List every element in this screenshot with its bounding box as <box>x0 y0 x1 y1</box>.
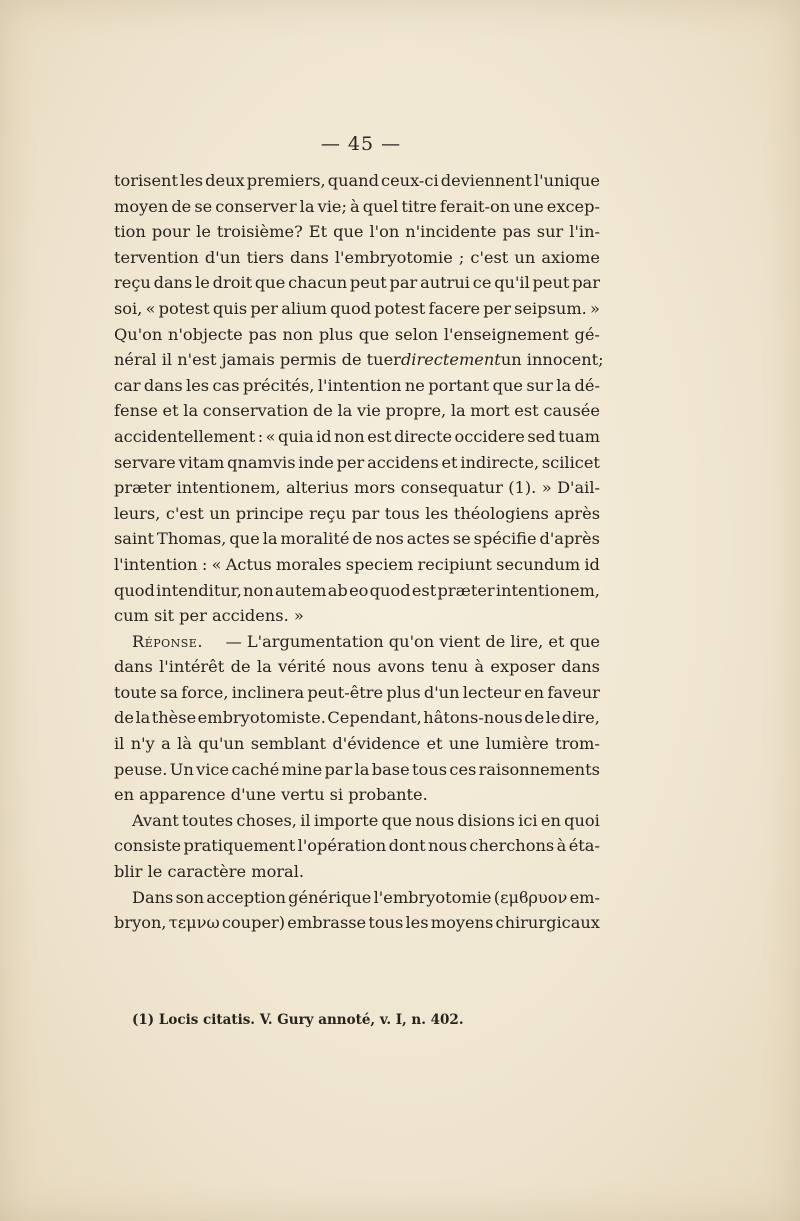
text-line <box>114 526 600 552</box>
text-line <box>114 808 600 834</box>
line-text: l'intention : « Actus morales speciem recipiunt secundum id <box>114 554 600 574</box>
text-line <box>114 475 600 501</box>
text-line <box>114 782 600 808</box>
text-line <box>114 629 600 655</box>
line-text: toute sa force, inclinera peut-être plus d'un lecteur en faveur <box>114 682 600 702</box>
text-line <box>114 757 600 783</box>
text-line <box>114 705 600 731</box>
line-text: — L'argumentation qu'on vient de lire, et que <box>225 631 600 651</box>
line-text: Avant toutes choses, il importe que nous disions ici en quoi <box>132 810 600 830</box>
line-text: blir le caractère moral. <box>114 862 305 882</box>
line-text: saint Thomas, que la moralité de nos actes se spécifie d'après <box>114 529 600 549</box>
text-line <box>114 424 600 450</box>
reponse-label: Réponse. <box>132 631 203 651</box>
line-text: soi, « potest quis per alium quod potest facere per seipsum. » <box>114 298 600 318</box>
line-text: reçu dans le droit que chacun peut par autrui ce qu'il peut par <box>114 273 600 293</box>
line-text: moyen de se conserver la vie; à quel titre ferait-on une excep- <box>114 196 600 216</box>
text-line <box>114 501 600 527</box>
line-text: leurs, c'est un principe reçu par tous les théologiens après <box>114 503 600 523</box>
text-line <box>114 731 600 757</box>
line-text: consiste pratiquement l'opération dont nous cherchons à éta- <box>114 836 600 856</box>
text-line <box>114 552 600 578</box>
footnote: (1) Locis citatis. V. Gury annoté, v. I, n. 402. <box>132 1012 464 1028</box>
line-text: de la thèse embryotomiste. Cependant, hâtons-nous de le dire, <box>114 708 600 728</box>
text-line <box>114 603 600 629</box>
line-text: tervention d'un tiers dans l'embryotomie ; c'est un axiome <box>114 247 600 267</box>
text-line <box>114 578 600 604</box>
line-text: il n'y a là qu'un semblant d'évidence et une lumière trom- <box>114 734 600 754</box>
line-text: néral il n'est jamais permis de tuer <box>114 350 401 370</box>
text-line <box>114 270 600 296</box>
text-line <box>114 885 600 911</box>
text-line <box>114 654 600 680</box>
text-line <box>114 833 600 859</box>
line-text: peuse. Un vice caché mine par la base tous ces raisonnements <box>114 759 600 779</box>
line-text: car dans les cas précités, l'intention ne portant que sur la dé- <box>114 375 600 395</box>
text-line <box>114 296 600 322</box>
text-line <box>114 194 600 220</box>
line-text-tail: un innocent; <box>500 350 604 370</box>
line-text: servare vitam qnamvis inde per accidens et indirecte, scilicet <box>114 452 600 472</box>
line-text: cum sit per accidens. » <box>114 606 304 626</box>
text-line <box>114 680 600 706</box>
line-text: torisent les deux premiers, quand ceux-ci deviennent l'unique <box>114 171 600 190</box>
italic-emphasis: directement <box>400 350 501 370</box>
text-line <box>114 859 600 885</box>
text-line <box>114 168 600 194</box>
line-text: accidentellement : « quia id non est directe occidere sed tuam <box>114 426 600 446</box>
text-line <box>114 910 600 936</box>
text-line <box>114 450 600 476</box>
line-text: Qu'on n'objecte pas non plus que selon l'enseignement gé- <box>114 324 600 344</box>
line-text: fense et la conservation de la vie propre, la mort est causée <box>114 401 600 421</box>
text-line <box>114 398 600 424</box>
text-line <box>114 219 600 245</box>
line-text: en apparence d'une vertu si probante. <box>114 785 428 805</box>
text-line <box>114 322 600 348</box>
line-text: præter intentionem, alterius mors consequatur (1). » D'ail- <box>114 478 600 498</box>
line-text: bryon, τεμνω couper) embrasse tous les moyens chirurgicaux <box>114 913 600 933</box>
page-number: — 45 — <box>320 133 402 155</box>
line-text: Dans son acception générique l'embryotomie (εμϐρυον em- <box>132 887 600 907</box>
text-line <box>114 373 600 399</box>
text-line <box>114 347 604 373</box>
line-text: dans l'intérêt de la vérité nous avons tenu à exposer dans <box>114 657 600 677</box>
text-line <box>114 245 600 271</box>
line-text: tion pour le troisième? Et que l'on n'incidente pas sur l'in- <box>114 222 600 242</box>
line-text: quod intenditur, non autem ab eo quod est præter intentionem, <box>114 580 600 600</box>
body-text <box>114 168 604 936</box>
